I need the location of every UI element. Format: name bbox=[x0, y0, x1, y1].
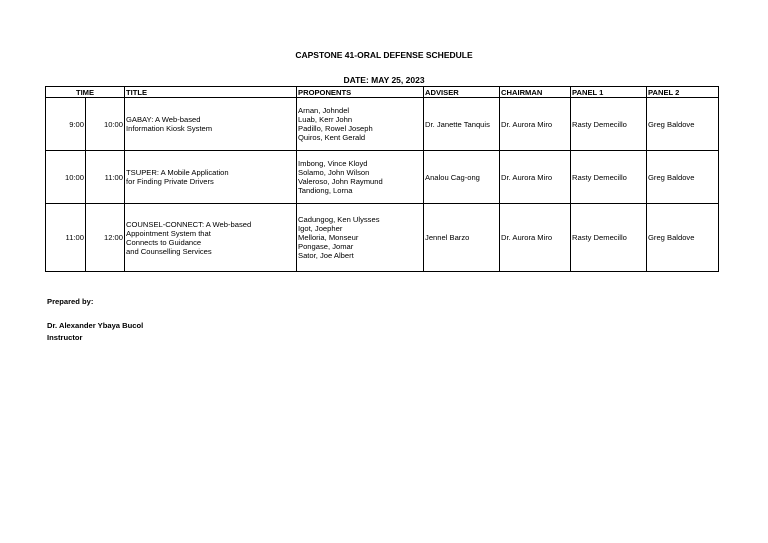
proponent-name: Sator, Joe Albert bbox=[298, 251, 354, 260]
proponent-name: Luab, Kerr John bbox=[298, 115, 353, 124]
header-chairman: CHAIRMAN bbox=[500, 87, 571, 98]
proponents-list bbox=[297, 98, 424, 151]
panel-1-name: Rasty Demecillo bbox=[571, 151, 647, 204]
adviser-name: Jennel Barzo bbox=[424, 204, 500, 272]
proponent-name: Melloria, Monseur bbox=[298, 233, 359, 242]
proponents-list bbox=[297, 151, 424, 204]
header-row bbox=[46, 87, 719, 98]
adviser-name: Analou Cag-ong bbox=[424, 151, 500, 204]
title-line: Appointment System that bbox=[126, 228, 211, 238]
start-time: 11:00 bbox=[46, 204, 86, 272]
proponent-name: Valeroso, John Raymund bbox=[298, 177, 383, 186]
proponent-name: Pongase, Jomar bbox=[298, 242, 354, 251]
document-title: CAPSTONE 41-ORAL DEFENSE SCHEDULE bbox=[295, 50, 473, 60]
table-row bbox=[46, 98, 719, 151]
title-line: GABAY: A Web-based bbox=[126, 115, 201, 124]
start-time: 10:00 bbox=[46, 151, 86, 204]
start-time: 9:00 bbox=[46, 98, 86, 151]
proponent-name: Arnan, Johndel bbox=[298, 106, 350, 115]
end-time: 10:00 bbox=[86, 98, 125, 151]
defense-schedule-table bbox=[45, 86, 719, 272]
panel-1-name: Rasty Demecillo bbox=[571, 98, 647, 151]
header-time: TIME bbox=[46, 87, 125, 98]
proponent-name: Solamo, John Wilson bbox=[298, 168, 370, 177]
proponent-name: Tandiong, Lorna bbox=[298, 186, 353, 195]
proponents-list bbox=[297, 204, 424, 272]
title-line: Information Kiosk System bbox=[126, 124, 213, 133]
title-line: and Counselling Services bbox=[126, 246, 212, 256]
table-row bbox=[46, 151, 719, 204]
panel-2-name: Greg Baldove bbox=[647, 204, 719, 272]
header-panel-2: PANEL 2 bbox=[647, 87, 719, 98]
project-title bbox=[125, 151, 297, 204]
proponent-name: Padillo, Rowel Joseph bbox=[298, 124, 373, 133]
chairman-name: Dr. Aurora Miro bbox=[500, 151, 571, 204]
preparer-role: Instructor bbox=[47, 333, 83, 342]
proponent-name: Cadungog, Ken Ulysses bbox=[298, 215, 380, 224]
proponent-name: Igot, Joepher bbox=[298, 224, 343, 233]
title-line: for Finding Private Drivers bbox=[126, 177, 214, 186]
title-line: Connects to Guidance bbox=[126, 237, 202, 247]
title-line: COUNSEL-CONNECT: A Web-based bbox=[126, 219, 252, 229]
header-adviser: ADVISER bbox=[424, 87, 500, 98]
header-proponents: PROPONENTS bbox=[297, 87, 424, 98]
chairman-name: Dr. Aurora Miro bbox=[500, 204, 571, 272]
project-title bbox=[125, 204, 297, 272]
panel-1-name: Rasty Demecillo bbox=[571, 204, 647, 272]
proponent-name: Imbong, Vince Kloyd bbox=[298, 159, 368, 168]
panel-2-name: Greg Baldove bbox=[647, 98, 719, 151]
end-time: 12:00 bbox=[86, 204, 125, 272]
end-time: 11:00 bbox=[86, 151, 125, 204]
adviser-name: Dr. Janette Tanquis bbox=[424, 98, 500, 151]
header-panel-1: PANEL 1 bbox=[571, 87, 647, 98]
table-row bbox=[46, 204, 719, 272]
preparer-name: Dr. Alexander Ybaya Bucol bbox=[47, 321, 144, 330]
chairman-name: Dr. Aurora Miro bbox=[500, 98, 571, 151]
prepared-by-label: Prepared by: bbox=[47, 297, 94, 306]
panel-2-name: Greg Baldove bbox=[647, 151, 719, 204]
title-line: TSUPER: A Mobile Application bbox=[126, 168, 229, 177]
project-title bbox=[125, 98, 297, 151]
header-title: TITLE bbox=[125, 87, 297, 98]
proponent-name: Quiros, Kent Gerald bbox=[298, 133, 366, 142]
schedule-date: DATE: MAY 25, 2023 bbox=[343, 75, 425, 85]
